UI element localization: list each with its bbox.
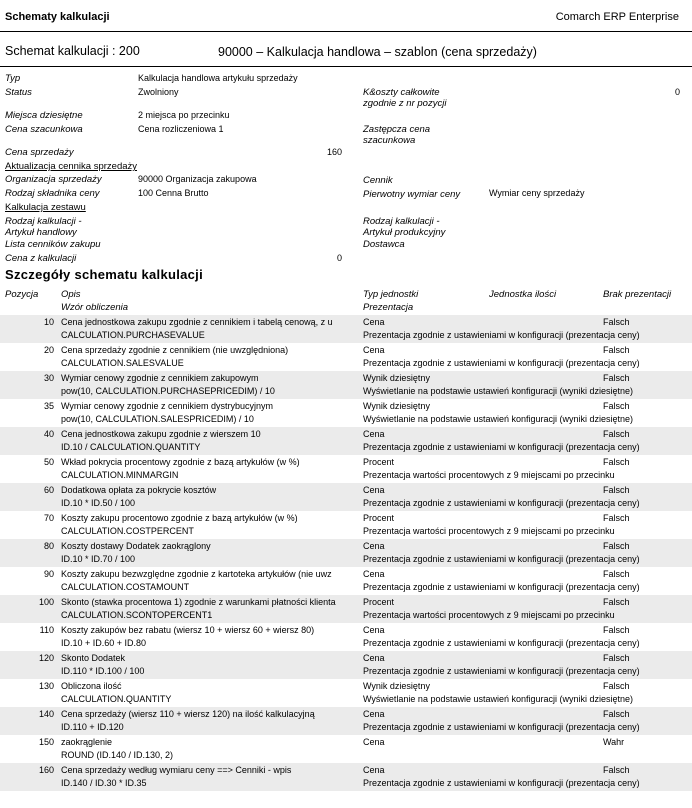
row-position: 140: [38, 709, 54, 719]
row-unit-type: Cena: [363, 317, 385, 327]
row-position: 110: [39, 625, 54, 635]
row-formula: pow(10, CALCULATION.SALESPRICEDIM) / 10: [61, 414, 254, 424]
column-header-brak-prezentacji: Brak prezentacji: [603, 289, 672, 300]
row-position: 10: [43, 317, 54, 327]
row-description: Wkład pokrycia procentowy zgodnie z bazą artykułów (w %): [61, 457, 300, 467]
rodzaj-produkcyjny-label-line2: Artykuł produkcyjny: [363, 227, 446, 238]
row-position: 130: [38, 681, 54, 691]
schemat-label: Schemat kalkulacji : 200: [5, 44, 140, 58]
row-unit-type: Wynik dziesiętny: [363, 681, 430, 691]
dostawca-label: Dostawca: [363, 239, 405, 250]
row-presentation: Prezentacja zgodnie z ustawieniami w konfiguracji (prezentacja ceny): [363, 638, 640, 648]
row-presentation: Prezentacja zgodnie z ustawieniami w konfiguracji (prezentacja ceny): [363, 358, 640, 368]
cena-sprzedazy-label: Cena sprzedaży: [5, 147, 74, 158]
typ-value: Kalkulacja handlowa artykułu sprzedaży: [138, 73, 298, 83]
row-unit-type: Procent: [363, 457, 395, 467]
row-formula: CALCULATION.COSTAMOUNT: [61, 582, 190, 592]
row-description: Cena sprzedaży zgodnie z cennikiem (nie uwzględniona): [61, 345, 289, 355]
column-header-pozycja: Pozycja: [5, 289, 39, 300]
row-unit-type: Cena: [363, 625, 385, 635]
row-position: 150: [38, 737, 54, 747]
table-row: [0, 707, 692, 735]
cena-z-kalkulacji-label: Cena z kalkulacji: [5, 253, 77, 264]
report-title: Schematy kalkulacji: [5, 11, 110, 23]
row-formula: ID.10 * ID.70 / 100: [61, 554, 136, 564]
row-presentation: Prezentacja zgodnie z ustawieniami w konfiguracji (prezentacja ceny): [363, 666, 640, 676]
schemat-name: 90000 – Kalkulacja handlowa – szablon (cena sprzedaży): [218, 45, 537, 59]
row-unit-type: Cena: [363, 765, 385, 775]
row-description: Skonto Dodatek: [61, 653, 126, 663]
table-row: [0, 679, 692, 707]
rodzaj-skladnika-value: 100 Cenna Brutto: [138, 188, 209, 198]
row-formula: CALCULATION.PURCHASEVALUE: [61, 330, 205, 340]
row-no-presentation: Falsch: [603, 541, 630, 551]
table-row: [0, 371, 692, 399]
row-formula: CALCULATION.QUANTITY: [61, 694, 172, 704]
schemat-divider: [0, 66, 692, 67]
row-presentation: Prezentacja wartości procentowych z 9 miejscami po przecinku: [363, 610, 615, 620]
row-presentation: Prezentacja wartości procentowych z 9 miejscami po przecinku: [363, 526, 615, 536]
table-row: [0, 623, 692, 651]
typ-label: Typ: [5, 73, 21, 84]
table-row: [0, 595, 692, 623]
cennik-label: Cennik: [363, 175, 393, 186]
row-unit-type: Cena: [363, 709, 385, 719]
row-no-presentation: Falsch: [603, 597, 630, 607]
row-unit-type: Cena: [363, 429, 385, 439]
row-description: Cena jednostkowa zakupu zgodnie z wierszem 10: [61, 429, 261, 439]
column-header-prezentacja: Prezentacja: [363, 302, 414, 313]
row-unit-type: Cena: [363, 653, 385, 663]
row-description: Cena sprzedaży według wymiaru ceny ==> Cenniki - wpis: [61, 765, 292, 775]
row-presentation: Wyświetlanie na podstawie ustawień konfiguracji (wyniki dziesiętne): [363, 694, 634, 704]
row-formula: pow(10, CALCULATION.PURCHASEPRICEDIM) / 10: [61, 386, 275, 396]
pierwotny-wymiar-value: Wymiar ceny sprzedaży: [489, 188, 585, 198]
row-position: 40: [43, 429, 54, 439]
row-presentation: Prezentacja zgodnie z ustawieniami w konfiguracji (prezentacja ceny): [363, 554, 640, 564]
row-description: Wymiar cenowy zgodnie z cennikiem zakupowym: [61, 373, 259, 383]
row-description: zaokrąglenie: [61, 737, 113, 747]
row-unit-type: Wynik dziesiętny: [363, 401, 430, 411]
row-position: 35: [43, 401, 54, 411]
table-row: [0, 511, 692, 539]
row-presentation: Prezentacja zgodnie z ustawieniami w konfiguracji (prezentacja ceny): [363, 498, 640, 508]
zastepcza-label-line1: Zastępcza cena: [363, 124, 431, 135]
row-description: Wymiar cenowy zgodnie z cennikiem dystrybucyjnym: [61, 401, 273, 411]
row-presentation: Prezentacja zgodnie z ustawieniami w konfiguracji (prezentacja ceny): [363, 722, 640, 732]
column-header-opis: Opis: [61, 289, 81, 300]
row-position: 90: [43, 569, 54, 579]
koszty-label-line2: zgodnie z nr pozycji: [363, 98, 447, 109]
row-unit-type: Cena: [363, 737, 385, 747]
row-formula: ID.10 / CALCULATION.QUANTITY: [61, 442, 201, 452]
row-no-presentation: Falsch: [603, 429, 630, 439]
row-presentation: Prezentacja zgodnie z ustawieniami w konfiguracji (prezentacja ceny): [363, 582, 640, 592]
row-unit-type: Procent: [363, 597, 395, 607]
details-section-title: Szczegóły schematu kalkulacji: [5, 267, 204, 282]
organizacja-value: 90000 Organizacja zakupowa: [138, 174, 257, 184]
row-position: 60: [43, 485, 54, 495]
lista-cennikow-label: Lista cenników zakupu: [5, 239, 101, 250]
row-no-presentation: Falsch: [603, 401, 630, 411]
row-position: 50: [43, 457, 54, 467]
row-description: Koszty dostawy Dodatek zaokrąglony: [61, 541, 211, 551]
cena-z-kalkulacji-value: 0: [336, 253, 342, 263]
row-no-presentation: Falsch: [603, 317, 630, 327]
row-no-presentation: Falsch: [603, 457, 630, 467]
row-formula: ID.140 / ID.30 * ID.35: [61, 778, 147, 788]
row-formula: ID.10 + ID.60 + ID.80: [61, 638, 147, 648]
zastepcza-label-line2: szacunkowa: [363, 135, 416, 146]
row-no-presentation: Wahr: [603, 737, 625, 747]
rodzaj-handlowy-label-line2: Artykuł handlowy: [5, 227, 77, 238]
row-no-presentation: Falsch: [603, 709, 630, 719]
row-position: 80: [43, 541, 54, 551]
row-unit-type: Cena: [363, 485, 385, 495]
row-description: Koszty zakupów bez rabatu (wiersz 10 + wiersz 60 + wiersz 80): [61, 625, 315, 635]
row-description: Cena sprzedaży (wiersz 110 + wiersz 120) na ilość kalkulacyjną: [61, 709, 315, 719]
row-position: 120: [38, 653, 54, 663]
table-row: [0, 735, 692, 763]
row-position: 160: [38, 765, 54, 775]
koszty-value: 0: [674, 87, 680, 97]
table-row: [0, 651, 692, 679]
row-description: Skonto (stawka procentowa 1) zgodnie z warunkami płatności klienta: [61, 597, 336, 607]
aktualizacja-cennika-heading: Aktualizacja cennika sprzedaży: [5, 161, 138, 172]
column-header-jednostka-ilosci: Jednostka ilości: [489, 289, 557, 300]
row-description: Koszty zakupu bezwzględne zgodnie z kartoteka artykułów (nie uwz: [61, 569, 332, 579]
miejsca-value: 2 miejsca po przecinku: [138, 110, 230, 120]
status-value: Zwolniony: [138, 87, 179, 97]
product-name: Comarch ERP Enterprise: [555, 11, 679, 23]
rodzaj-skladnika-label: Rodzaj składnika ceny: [5, 188, 100, 199]
row-formula: CALCULATION.SALESVALUE: [61, 358, 184, 368]
row-unit-type: Cena: [363, 569, 385, 579]
status-label: Status: [5, 87, 32, 98]
koszty-label-line1: K&oszty całkowite: [363, 87, 440, 98]
row-formula: CALCULATION.SCONTOPERCENT1: [61, 610, 213, 620]
row-no-presentation: Falsch: [603, 681, 630, 691]
row-no-presentation: Falsch: [603, 373, 630, 383]
row-formula: CALCULATION.MINMARGIN: [61, 470, 179, 480]
table-row: [0, 483, 692, 511]
rodzaj-handlowy-label-line1: Rodzaj kalkulacji -: [5, 216, 82, 227]
row-unit-type: Cena: [363, 541, 385, 551]
row-formula: ID.110 + ID.120: [61, 722, 124, 732]
row-presentation: Wyświetlanie na podstawie ustawień konfiguracji (wyniki dziesiętne): [363, 414, 634, 424]
row-presentation: Prezentacja wartości procentowych z 9 miejscami po przecinku: [363, 470, 615, 480]
row-description: Koszty zakupu procentowo zgodnie z bazą artykułów (w %): [61, 513, 298, 523]
table-row: [0, 343, 692, 371]
row-no-presentation: Falsch: [603, 765, 630, 775]
table-row: [0, 427, 692, 455]
row-unit-type: Wynik dziesiętny: [363, 373, 430, 383]
pierwotny-wymiar-label: Pierwotny wymiar ceny: [363, 189, 461, 200]
row-no-presentation: Falsch: [603, 513, 630, 523]
row-formula: ID.110 * ID.100 / 100: [61, 666, 145, 676]
row-formula: CALCULATION.COSTPERCENT: [61, 526, 194, 536]
row-no-presentation: Falsch: [603, 625, 630, 635]
row-no-presentation: Falsch: [603, 485, 630, 495]
row-no-presentation: Falsch: [603, 345, 630, 355]
row-position: 70: [43, 513, 54, 523]
row-formula: ID.10 * ID.50 / 100: [61, 498, 136, 508]
row-unit-type: Cena: [363, 345, 385, 355]
miejsca-label: Miejsca dziesiętne: [5, 110, 83, 121]
row-description: Obliczona ilość: [61, 681, 122, 691]
header-divider: [0, 31, 692, 32]
cena-szacunkowa-value: Cena rozliczeniowa 1: [138, 124, 224, 134]
cena-szacunkowa-label: Cena szacunkowa: [5, 124, 83, 135]
kalkulacja-zestawu-heading: Kalkulacja zestawu: [5, 202, 86, 213]
row-position: 100: [38, 597, 54, 607]
row-no-presentation: Falsch: [603, 569, 630, 579]
row-presentation: Prezentacja zgodnie z ustawieniami w konfiguracji (prezentacja ceny): [363, 330, 640, 340]
table-row: [0, 315, 692, 343]
row-formula: ROUND (ID.140 / ID.130, 2): [61, 750, 174, 760]
column-header-typ-jednostki: Typ jednostki: [363, 289, 419, 300]
table-row: [0, 763, 692, 791]
row-description: Cena jednostkowa zakupu zgodnie z cennikiem i tabelą cenową, z u: [61, 317, 333, 327]
row-description: Dodatkowa opłata za pokrycie kosztów: [61, 485, 217, 495]
column-header-wzor-obliczenia: Wzór obliczenia: [61, 302, 129, 313]
rodzaj-produkcyjny-label-line1: Rodzaj kalkulacji -: [363, 216, 440, 227]
row-presentation: Prezentacja zgodnie z ustawieniami w konfiguracji (prezentacja ceny): [363, 442, 640, 452]
row-no-presentation: Falsch: [603, 653, 630, 663]
table-row: [0, 399, 692, 427]
table-row: [0, 567, 692, 595]
row-unit-type: Procent: [363, 513, 395, 523]
row-presentation: Wyświetlanie na podstawie ustawień konfiguracji (wyniki dziesiętne): [363, 386, 634, 396]
row-presentation: Prezentacja zgodnie z ustawieniami w konfiguracji (prezentacja ceny): [363, 778, 640, 788]
row-position: 30: [43, 373, 54, 383]
row-position: 20: [43, 345, 54, 355]
cena-sprzedazy-value: 160: [326, 147, 342, 157]
organizacja-label: Organizacja sprzedaży: [5, 174, 102, 185]
table-row: [0, 455, 692, 483]
table-row: [0, 539, 692, 567]
